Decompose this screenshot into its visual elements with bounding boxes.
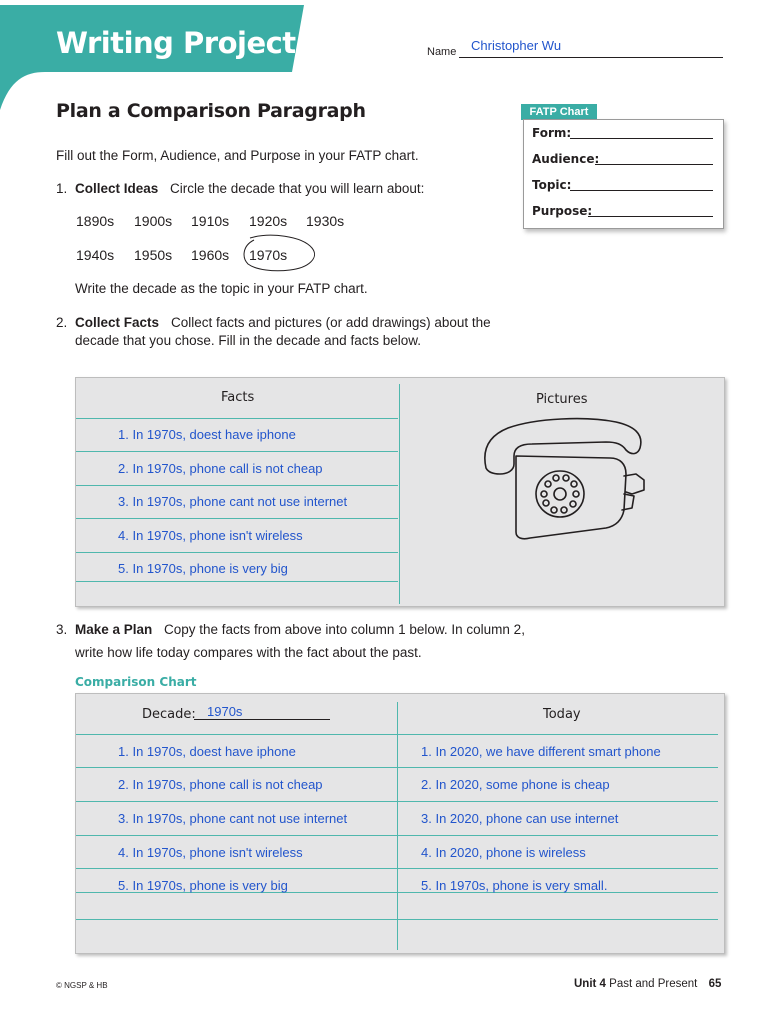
decade-option[interactable]: 1910s [191,213,230,229]
decade-option[interactable]: 1900s [134,213,173,229]
fatp-purpose-label: Purpose: [532,204,593,218]
today-fact-item[interactable]: 2. In 2020, some phone is cheap [421,777,610,792]
step3-text-line2: write how life today compares with the fact about the past. [75,645,422,660]
column-divider [397,702,398,950]
step1-number: 1. [56,181,68,196]
today-fact-item[interactable]: 1. In 2020, we have different smart phone [421,744,661,759]
step2-number: 2. [56,315,68,330]
decade-option-selected[interactable]: 1970s [249,247,288,263]
today-fact-item[interactable]: 5. In 1970s, phone is very small. [421,878,608,893]
page-number: 65 [708,978,722,990]
name-field[interactable] [459,57,723,58]
decade-value: 1970s [207,704,243,719]
past-fact-item[interactable]: 3. In 1970s, phone cant not use internet [118,811,348,826]
step2-text-line2: decade that you chose. Fill in the decade and facts below. [75,333,421,348]
decade-option[interactable]: 1920s [249,213,288,229]
selection-circle-icon [240,234,320,276]
divider [76,451,398,452]
name-value: Christopher Wu [471,38,562,53]
fatp-form-field[interactable] [570,138,713,139]
copyright: © NGSP & HB [56,981,108,990]
divider [76,868,718,869]
divider [76,801,718,802]
fatp-audience-field[interactable] [595,164,713,165]
divider [76,734,718,735]
section-heading: Plan a Comparison Paragraph [56,100,366,122]
past-fact-item[interactable]: 2. In 1970s, phone call is not cheap [118,777,323,792]
divider [76,581,398,582]
column-divider [399,384,400,604]
page-footer [574,978,721,990]
facts-panel [75,377,725,607]
decade-option[interactable]: 1950s [134,247,173,263]
today-header: Today [543,707,581,722]
divider [76,919,718,920]
today-fact-item[interactable]: 4. In 2020, phone is wireless [421,845,586,860]
step3-text-line1: Copy the facts from above into column 1 below. In column 2, [164,622,525,637]
fatp-chart [523,119,724,229]
unit-title: Past and Present [609,978,698,990]
decade-option[interactable]: 1890s [76,213,115,229]
fatp-topic-field[interactable] [570,190,713,191]
facts-header: Facts [221,390,255,405]
fact-item[interactable]: 5. In 1970s, phone is very big [118,561,288,576]
decade-option[interactable]: 1940s [76,247,115,263]
step2-text-line1: Collect facts and pictures (or add drawings) about the [171,315,491,330]
divider [76,418,398,419]
intro-text: Fill out the Form, Audience, and Purpose in your FATP chart. [56,148,419,163]
name-label: Name [427,46,457,58]
decade-option[interactable]: 1930s [306,213,345,229]
comparison-chart-label: Comparison Chart [75,675,197,689]
step2-title: Collect Facts [75,315,160,330]
comparison-panel [75,693,725,954]
divider [76,552,398,553]
fact-item[interactable]: 1. In 1970s, doest have iphone [118,427,296,442]
pictures-header: Pictures [536,392,588,407]
fact-item[interactable]: 2. In 1970s, phone call is not cheap [118,461,323,476]
step1-title: Collect Ideas [75,181,159,196]
decade-option[interactable]: 1960s [191,247,230,263]
divider [76,518,398,519]
rotary-telephone-icon [476,414,656,544]
unit-label: Unit 4 [574,978,606,990]
fatp-audience-label: Audience: [532,152,600,166]
decade-label: Decade: [142,707,196,722]
divider [76,485,398,486]
fatp-topic-label: Topic: [532,178,572,192]
step3-title: Make a Plan [75,622,153,637]
past-fact-item[interactable]: 1. In 1970s, doest have iphone [118,744,296,759]
divider [76,835,718,836]
fatp-purpose-field[interactable] [588,216,713,217]
past-fact-item[interactable]: 5. In 1970s, phone is very big [118,878,288,893]
today-fact-item[interactable]: 3. In 2020, phone can use internet [421,811,619,826]
fatp-chart-tab: FATP Chart [521,104,597,120]
fact-item[interactable]: 3. In 1970s, phone cant not use internet [118,494,348,509]
page-title: Writing Project [56,26,296,60]
divider [76,767,718,768]
fact-item[interactable]: 4. In 1970s, phone isn't wireless [118,528,303,543]
fatp-form-label: Form: [532,126,572,140]
step3-number: 3. [56,622,68,637]
step1-text: Circle the decade that you will learn about: [170,181,425,196]
decade-field[interactable] [194,719,330,720]
step1-note: Write the decade as the topic in your FATP chart. [75,281,368,296]
past-fact-item[interactable]: 4. In 1970s, phone isn't wireless [118,845,303,860]
